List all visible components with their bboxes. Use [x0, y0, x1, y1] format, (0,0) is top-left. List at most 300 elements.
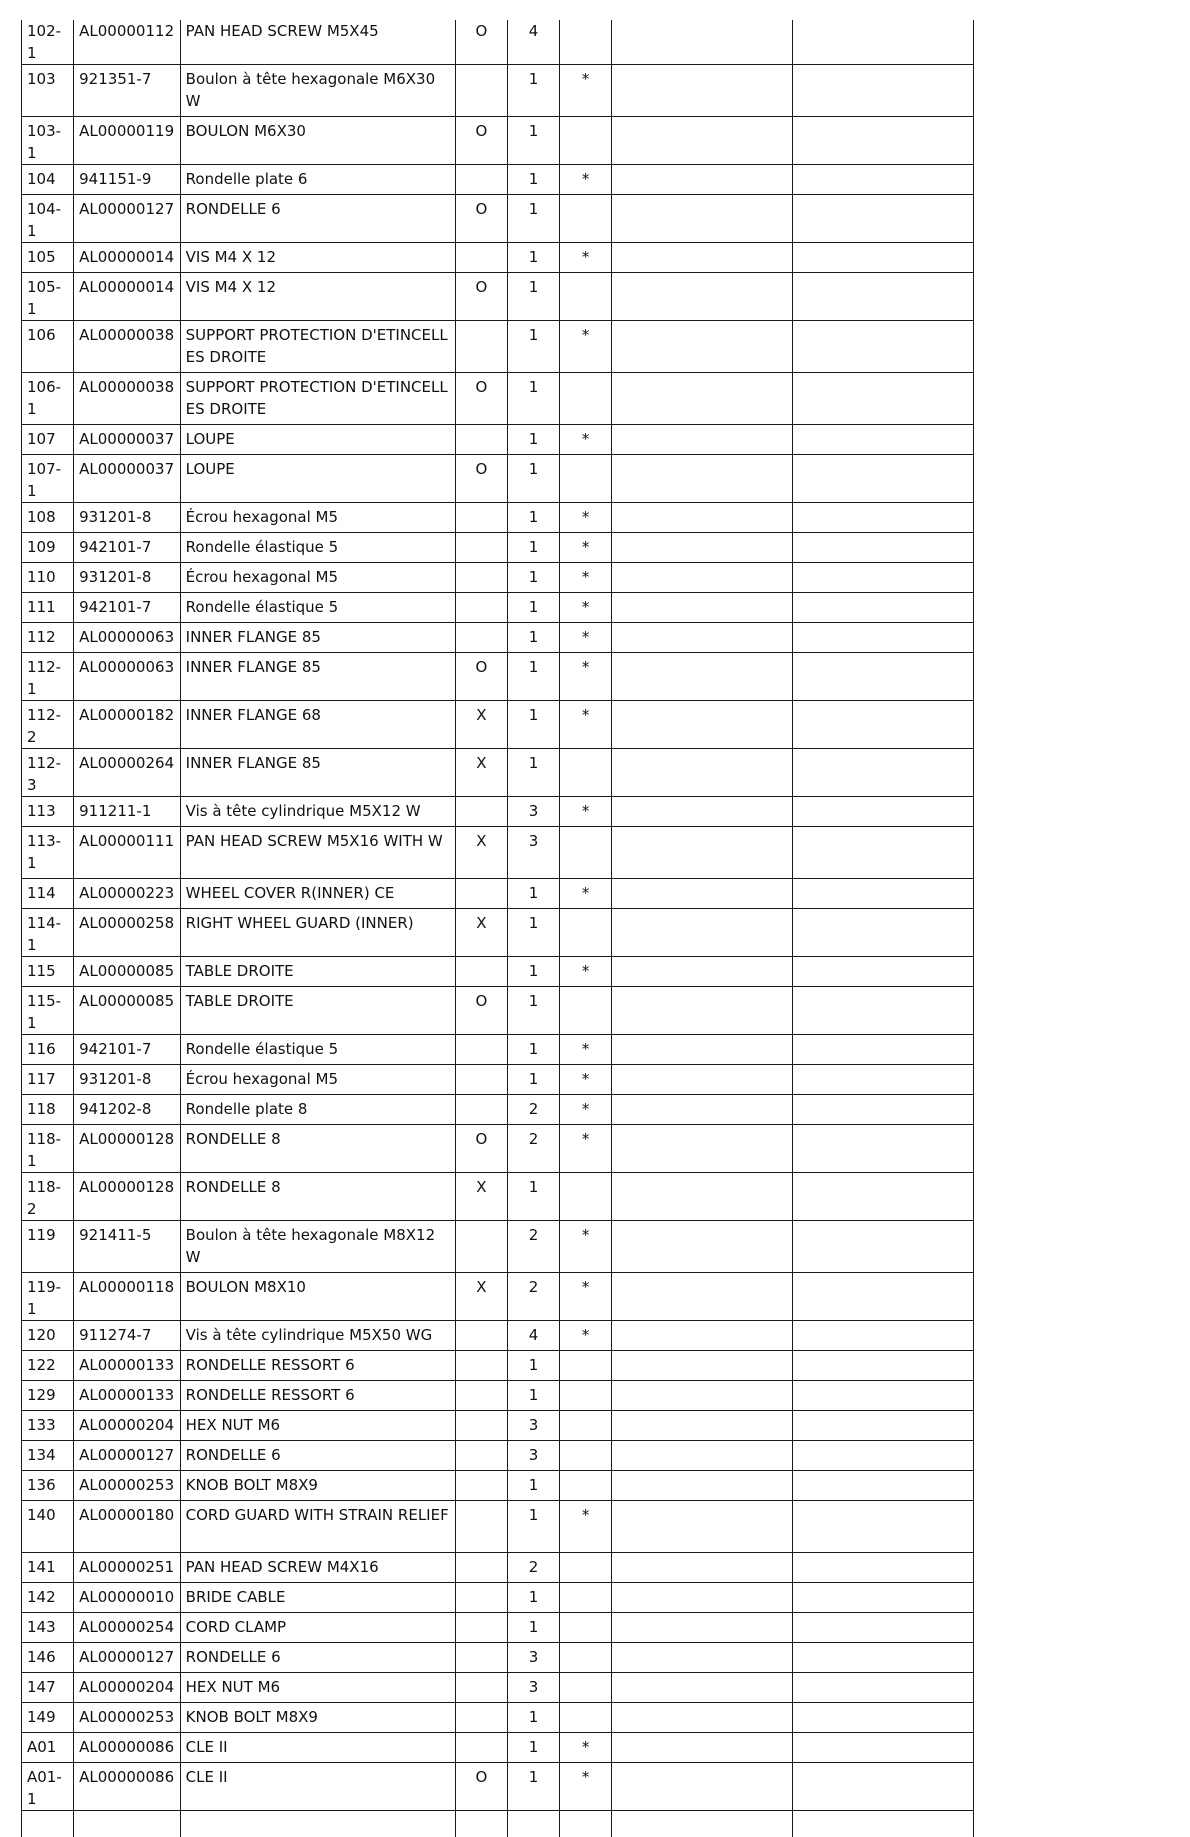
part-ref-cell: 110: [22, 563, 74, 593]
option-cell: [455, 1095, 507, 1125]
part-description-cell: CLE II: [180, 1733, 455, 1763]
part-ref-cell: 112-2: [22, 701, 74, 749]
quantity-cell: 1: [507, 623, 559, 653]
part-description-cell: Rondelle plate 8: [180, 1095, 455, 1125]
mark-cell: *: [560, 563, 612, 593]
mark-cell: *: [560, 957, 612, 987]
table-row: [22, 1733, 974, 1763]
part-code-cell: AL00000254: [74, 1613, 181, 1643]
empty-cell: [612, 593, 793, 623]
quantity-cell: 3: [507, 1441, 559, 1471]
table-row: [22, 1173, 974, 1221]
empty-cell: [612, 1673, 793, 1703]
table-row: [22, 1221, 974, 1273]
mark-cell: [560, 20, 612, 65]
table-row: [22, 1643, 974, 1673]
quantity-cell: 2: [507, 1273, 559, 1321]
option-cell: [455, 425, 507, 455]
part-code-cell: AL00000086: [74, 1733, 181, 1763]
empty-cell: [612, 987, 793, 1035]
empty-cell: [612, 957, 793, 987]
mark-cell: *: [560, 1733, 612, 1763]
part-code-cell: AL00000085: [74, 957, 181, 987]
table-row: [22, 373, 974, 425]
empty-cell: [612, 195, 793, 243]
option-cell: [455, 957, 507, 987]
option-cell: [455, 65, 507, 117]
empty-cell: [612, 827, 793, 879]
option-cell: O: [455, 273, 507, 321]
empty-cell: [793, 273, 974, 321]
empty-cell: [612, 623, 793, 653]
part-ref-cell: 142: [22, 1583, 74, 1613]
empty-cell: [612, 533, 793, 563]
mark-cell: [560, 1411, 612, 1441]
part-description-cell: PAN HEAD SCREW M4X16: [180, 1553, 455, 1583]
empty-cell: [612, 1351, 793, 1381]
part-description-cell: BOULON M6X30: [180, 117, 455, 165]
part-description-cell: KNOB BOLT M8X9: [180, 1703, 455, 1733]
option-cell: X: [455, 1273, 507, 1321]
part-ref-cell: 112-1: [22, 653, 74, 701]
empty-cell: [793, 533, 974, 563]
mark-cell: *: [560, 1065, 612, 1095]
table-row: [22, 1273, 974, 1321]
part-code-cell: 931201-8: [74, 1065, 181, 1095]
part-ref-cell: 115: [22, 957, 74, 987]
option-cell: X: [455, 749, 507, 797]
part-description-cell: RONDELLE 8: [180, 1125, 455, 1173]
part-description-cell: RONDELLE 6: [180, 1441, 455, 1471]
parts-table: [21, 20, 974, 1837]
table-row: [22, 1095, 974, 1125]
part-code-cell: 921351-7: [74, 65, 181, 117]
quantity-cell: 1: [507, 1703, 559, 1733]
part-ref-cell: 117: [22, 1065, 74, 1095]
part-ref-cell: 118-1: [22, 1125, 74, 1173]
mark-cell: [560, 1471, 612, 1501]
empty-cell: [793, 701, 974, 749]
table-row: [22, 1321, 974, 1351]
mark-cell: [560, 1613, 612, 1643]
quantity-cell: 4: [507, 1321, 559, 1351]
part-ref-cell: 112: [22, 623, 74, 653]
part-code-cell: AL00000118: [74, 1273, 181, 1321]
part-ref-cell: 112-3: [22, 749, 74, 797]
quantity-cell: 1: [507, 909, 559, 957]
quantity-cell: 1: [507, 425, 559, 455]
option-cell: [455, 1583, 507, 1613]
part-ref-cell: 113: [22, 797, 74, 827]
part-code-cell: AL00000204: [74, 1411, 181, 1441]
mark-cell: *: [560, 1221, 612, 1273]
part-description-cell: PAN HEAD SCREW M5X16 WITH W: [180, 827, 455, 879]
mark-cell: [560, 1673, 612, 1703]
empty-cell: [612, 65, 793, 117]
part-description-cell: SUPPORT PROTECTION D'ETINCELLES DROITE: [180, 321, 455, 373]
option-cell: O: [455, 195, 507, 243]
empty-cell: [612, 1811, 793, 1837]
mark-cell: [560, 117, 612, 165]
quantity-cell: 1: [507, 65, 559, 117]
part-description-cell: INNER FLANGE 85: [180, 623, 455, 653]
quantity-cell: 1: [507, 1733, 559, 1763]
part-ref-cell: 136: [22, 1471, 74, 1501]
quantity-cell: 1: [507, 1763, 559, 1811]
option-cell: [455, 1411, 507, 1441]
empty-cell: [612, 455, 793, 503]
option-cell: [455, 1065, 507, 1095]
part-code-cell: AL00000127: [74, 1643, 181, 1673]
empty-cell: [793, 957, 974, 987]
option-cell: O: [455, 455, 507, 503]
part-description-cell: VIS M4 X 12: [180, 273, 455, 321]
empty-cell: [612, 1763, 793, 1811]
part-code-cell: AL00000253: [74, 1471, 181, 1501]
part-ref-cell: 118: [22, 1095, 74, 1125]
part-code-cell: AL00000111: [74, 827, 181, 879]
empty-cell: [612, 273, 793, 321]
empty-cell: [793, 1095, 974, 1125]
quantity-cell: 1: [507, 987, 559, 1035]
table-row: [22, 20, 974, 65]
quantity-cell: 1: [507, 1583, 559, 1613]
part-code-cell: AL00000180: [74, 1501, 181, 1553]
mark-cell: [560, 1381, 612, 1411]
part-description-cell: Écrou hexagonal M5: [180, 1065, 455, 1095]
part-description-cell: Écrou hexagonal M5: [180, 503, 455, 533]
option-cell: [455, 623, 507, 653]
mark-cell: [560, 909, 612, 957]
empty-cell: [455, 1811, 507, 1837]
option-cell: [455, 593, 507, 623]
table-row: [22, 533, 974, 563]
part-ref-cell: 113-1: [22, 827, 74, 879]
table-row: [22, 1411, 974, 1441]
part-code-cell: 942101-7: [74, 593, 181, 623]
part-description-cell: Boulon à tête hexagonale M8X12 W: [180, 1221, 455, 1273]
table-row: [22, 1703, 974, 1733]
part-description-cell: VIS M4 X 12: [180, 243, 455, 273]
empty-cell: [74, 1811, 181, 1837]
part-code-cell: AL00000264: [74, 749, 181, 797]
part-ref-cell: 118-2: [22, 1173, 74, 1221]
quantity-cell: 1: [507, 1471, 559, 1501]
empty-cell: [793, 563, 974, 593]
option-cell: X: [455, 827, 507, 879]
part-code-cell: AL00000133: [74, 1381, 181, 1411]
part-code-cell: AL00000086: [74, 1763, 181, 1811]
empty-cell: [612, 1501, 793, 1553]
empty-cell: [793, 321, 974, 373]
part-description-cell: TABLE DROITE: [180, 957, 455, 987]
empty-cell: [612, 909, 793, 957]
quantity-cell: 3: [507, 1411, 559, 1441]
table-row: [22, 1553, 974, 1583]
part-ref-cell: 102-1: [22, 20, 74, 65]
empty-cell: [612, 1035, 793, 1065]
part-ref-cell: 104: [22, 165, 74, 195]
parts-list-sheet: [21, 20, 974, 1837]
part-description-cell: BRIDE CABLE: [180, 1583, 455, 1613]
part-code-cell: AL00000253: [74, 1703, 181, 1733]
empty-cell: [793, 1583, 974, 1613]
part-code-cell: AL00000038: [74, 373, 181, 425]
empty-cell: [612, 1613, 793, 1643]
quantity-cell: 2: [507, 1095, 559, 1125]
table-row: [22, 1673, 974, 1703]
empty-cell: [793, 909, 974, 957]
table-row: [22, 1035, 974, 1065]
empty-cell: [612, 1321, 793, 1351]
table-row: [22, 165, 974, 195]
empty-cell: [612, 1553, 793, 1583]
mark-cell: [560, 1553, 612, 1583]
mark-cell: [560, 1703, 612, 1733]
part-code-cell: AL00000014: [74, 243, 181, 273]
part-code-cell: AL00000037: [74, 455, 181, 503]
part-ref-cell: 109: [22, 533, 74, 563]
empty-cell: [507, 1811, 559, 1837]
mark-cell: [560, 827, 612, 879]
mark-cell: [560, 1173, 612, 1221]
table-row: [22, 425, 974, 455]
option-cell: O: [455, 653, 507, 701]
part-code-cell: 921411-5: [74, 1221, 181, 1273]
empty-cell: [612, 1095, 793, 1125]
part-description-cell: TABLE DROITE: [180, 987, 455, 1035]
option-cell: [455, 797, 507, 827]
empty-cell: [612, 653, 793, 701]
part-ref-cell: 105-1: [22, 273, 74, 321]
option-cell: [455, 503, 507, 533]
part-description-cell: RONDELLE RESSORT 6: [180, 1381, 455, 1411]
part-ref-cell: 114: [22, 879, 74, 909]
part-code-cell: 941202-8: [74, 1095, 181, 1125]
empty-cell: [793, 797, 974, 827]
part-code-cell: AL00000085: [74, 987, 181, 1035]
empty-cell: [612, 20, 793, 65]
table-row: [22, 987, 974, 1035]
option-cell: [455, 1501, 507, 1553]
table-row: [22, 1471, 974, 1501]
empty-cell: [793, 827, 974, 879]
empty-cell: [793, 1441, 974, 1471]
empty-cell: [793, 879, 974, 909]
empty-cell: [612, 1065, 793, 1095]
option-cell: [455, 1733, 507, 1763]
part-code-cell: 941151-9: [74, 165, 181, 195]
quantity-cell: 1: [507, 455, 559, 503]
table-row: [22, 879, 974, 909]
table-row: [22, 455, 974, 503]
part-code-cell: 911211-1: [74, 797, 181, 827]
mark-cell: [560, 195, 612, 243]
mark-cell: *: [560, 503, 612, 533]
empty-cell: [612, 879, 793, 909]
mark-cell: [560, 373, 612, 425]
quantity-cell: 1: [507, 1035, 559, 1065]
empty-cell: [793, 1173, 974, 1221]
part-code-cell: AL00000010: [74, 1583, 181, 1613]
part-description-cell: RONDELLE 6: [180, 1643, 455, 1673]
empty-cell: [793, 1273, 974, 1321]
mark-cell: *: [560, 65, 612, 117]
quantity-cell: 1: [507, 593, 559, 623]
mark-cell: [560, 1643, 612, 1673]
table-row: [22, 1501, 974, 1553]
part-ref-cell: 122: [22, 1351, 74, 1381]
option-cell: [455, 321, 507, 373]
empty-cell: [793, 593, 974, 623]
mark-cell: [560, 1351, 612, 1381]
quantity-cell: 1: [507, 563, 559, 593]
empty-cell: [612, 797, 793, 827]
option-cell: [455, 1673, 507, 1703]
empty-cell: [612, 503, 793, 533]
table-row: [22, 1441, 974, 1471]
part-description-cell: BOULON M8X10: [180, 1273, 455, 1321]
empty-cell: [612, 563, 793, 593]
empty-cell: [612, 1411, 793, 1441]
mark-cell: *: [560, 321, 612, 373]
empty-cell: [612, 373, 793, 425]
part-ref-cell: 107-1: [22, 455, 74, 503]
part-ref-cell: 147: [22, 1673, 74, 1703]
part-description-cell: Rondelle plate 6: [180, 165, 455, 195]
option-cell: [455, 1381, 507, 1411]
part-ref-cell: 119-1: [22, 1273, 74, 1321]
part-ref-cell: 114-1: [22, 909, 74, 957]
part-description-cell: Rondelle élastique 5: [180, 533, 455, 563]
option-cell: O: [455, 1763, 507, 1811]
part-code-cell: 942101-7: [74, 533, 181, 563]
part-ref-cell: A01: [22, 1733, 74, 1763]
empty-cell: [793, 165, 974, 195]
part-description-cell: CORD CLAMP: [180, 1613, 455, 1643]
part-ref-cell: 104-1: [22, 195, 74, 243]
part-ref-cell: 146: [22, 1643, 74, 1673]
table-row: [22, 909, 974, 957]
part-description-cell: CLE II: [180, 1763, 455, 1811]
quantity-cell: 3: [507, 1643, 559, 1673]
empty-cell: [612, 1441, 793, 1471]
part-description-cell: KNOB BOLT M8X9: [180, 1471, 455, 1501]
empty-cell: [793, 1763, 974, 1811]
table-row: [22, 503, 974, 533]
part-ref-cell: 143: [22, 1613, 74, 1643]
table-row: [22, 321, 974, 373]
option-cell: O: [455, 20, 507, 65]
part-description-cell: INNER FLANGE 85: [180, 653, 455, 701]
option-cell: [455, 1553, 507, 1583]
empty-cell: [612, 749, 793, 797]
mark-cell: *: [560, 1035, 612, 1065]
part-code-cell: AL00000063: [74, 623, 181, 653]
empty-cell: [612, 1583, 793, 1613]
table-row: [22, 701, 974, 749]
part-ref-cell: 134: [22, 1441, 74, 1471]
option-cell: [455, 879, 507, 909]
empty-cell: [793, 623, 974, 653]
table-row: [22, 827, 974, 879]
mark-cell: *: [560, 1763, 612, 1811]
option-cell: [455, 1441, 507, 1471]
part-code-cell: 931201-8: [74, 563, 181, 593]
empty-cell: [612, 243, 793, 273]
table-row: [22, 1351, 974, 1381]
empty-cell: [793, 653, 974, 701]
part-description-cell: SUPPORT PROTECTION D'ETINCELLES DROITE: [180, 373, 455, 425]
quantity-cell: 1: [507, 273, 559, 321]
empty-cell: [793, 1643, 974, 1673]
empty-cell: [793, 749, 974, 797]
empty-cell: [793, 373, 974, 425]
empty-cell: [793, 65, 974, 117]
part-code-cell: AL00000133: [74, 1351, 181, 1381]
option-cell: [455, 1351, 507, 1381]
empty-cell: [793, 1811, 974, 1837]
quantity-cell: 1: [507, 1065, 559, 1095]
option-cell: [455, 243, 507, 273]
quantity-cell: 1: [507, 1381, 559, 1411]
parts-table-body: [22, 20, 974, 1837]
part-ref-cell: 120: [22, 1321, 74, 1351]
part-code-cell: AL00000128: [74, 1125, 181, 1173]
table-row: [22, 593, 974, 623]
table-row: [22, 1125, 974, 1173]
table-row: [22, 797, 974, 827]
mark-cell: [560, 1583, 612, 1613]
mark-cell: *: [560, 797, 612, 827]
part-ref-cell: 141: [22, 1553, 74, 1583]
empty-cell: [793, 20, 974, 65]
empty-cell: [793, 195, 974, 243]
empty-cell: [793, 1035, 974, 1065]
part-description-cell: LOUPE: [180, 425, 455, 455]
quantity-cell: 2: [507, 1221, 559, 1273]
quantity-cell: 1: [507, 879, 559, 909]
option-cell: O: [455, 1125, 507, 1173]
option-cell: [455, 165, 507, 195]
part-description-cell: Vis à tête cylindrique M5X12 W: [180, 797, 455, 827]
quantity-cell: 3: [507, 827, 559, 879]
quantity-cell: 1: [507, 1501, 559, 1553]
part-description-cell: Écrou hexagonal M5: [180, 563, 455, 593]
part-ref-cell: 133: [22, 1411, 74, 1441]
option-cell: [455, 1035, 507, 1065]
part-ref-cell: 106: [22, 321, 74, 373]
part-ref-cell: 129: [22, 1381, 74, 1411]
empty-cell: [793, 1321, 974, 1351]
empty-cell: [612, 1221, 793, 1273]
table-row: [22, 1613, 974, 1643]
part-code-cell: AL00000127: [74, 1441, 181, 1471]
table-row: [22, 623, 974, 653]
part-description-cell: RONDELLE 6: [180, 195, 455, 243]
empty-cell: [793, 455, 974, 503]
part-ref-cell: 106-1: [22, 373, 74, 425]
part-code-cell: 942101-7: [74, 1035, 181, 1065]
part-ref-cell: 107: [22, 425, 74, 455]
empty-cell: [793, 503, 974, 533]
option-cell: O: [455, 373, 507, 425]
mark-cell: [560, 273, 612, 321]
empty-cell: [793, 1553, 974, 1583]
mark-cell: *: [560, 701, 612, 749]
mark-cell: *: [560, 243, 612, 273]
part-code-cell: AL00000182: [74, 701, 181, 749]
